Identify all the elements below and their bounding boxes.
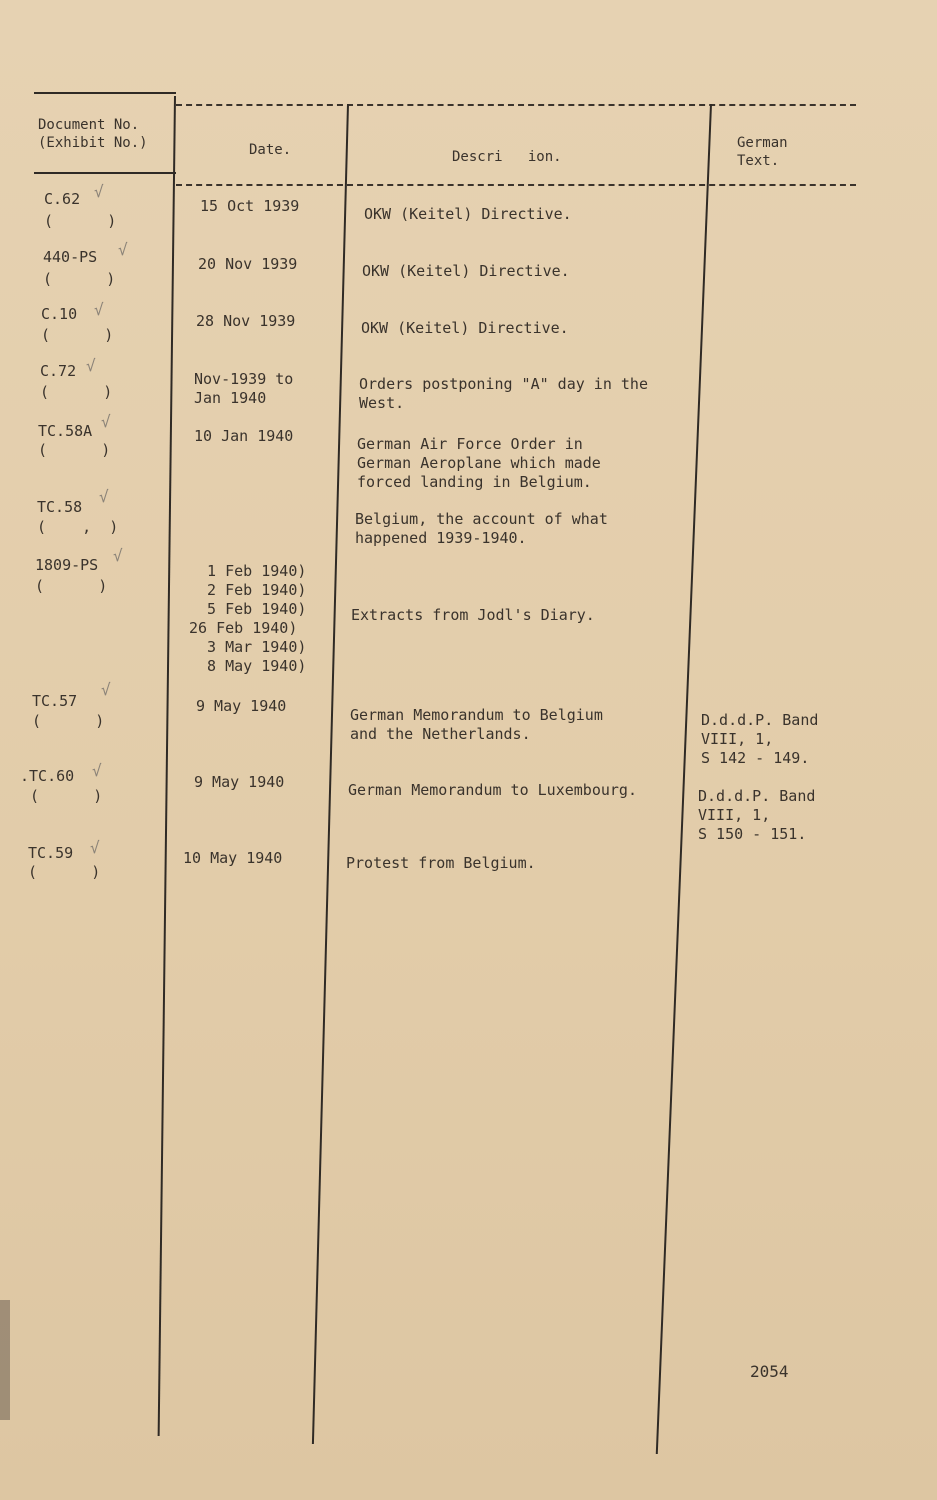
check-tick-icon: √ [99,487,109,506]
row-description: OKW (Keitel) Directive. [361,319,569,337]
header-doc-no: Document No. (Exhibit No.) [38,117,148,151]
row-date: 1 Feb 1940) 2 Feb 1940) 5 Feb 1940) 26 Feb 1940) 3 Mar 1940) 8 May 1940) [189,562,307,675]
row-description: German Air Force Order in German Aeroplane which made forced landing in Belgium. [357,435,601,491]
check-tick-icon: √ [113,546,123,565]
check-tick-icon: √ [101,680,111,699]
row-date: 15 Oct 1939 [200,197,300,215]
row-description: German Memorandum to Luxembourg. [348,781,637,799]
row-date: 10 May 1940 [183,849,283,867]
doc-number: C.62 [44,190,81,208]
row-date: Nov-1939 to Jan 1940 [194,370,294,407]
header-date: Date. [249,142,292,158]
page-edge-shadow [0,1300,10,1420]
exhibit-number: ( ) [40,383,113,401]
exhibit-number: ( ) [41,326,114,344]
row-description: Protest from Belgium. [346,854,536,872]
exhibit-number: ( ) [30,787,103,805]
check-tick-icon: √ [94,300,104,319]
row-date: 10 Jan 1940 [194,427,294,445]
check-tick-icon: √ [92,761,102,780]
doc-number: TC.59 [28,844,74,862]
check-tick-icon: √ [118,240,128,259]
header-description: Descri ion. [452,149,562,165]
header-german-text: German Text. [737,135,788,169]
doc-number: TC.57 [32,692,78,710]
row-description: OKW (Keitel) Directive. [362,262,570,280]
doc-number: TC.58A [38,422,93,440]
doc-number: TC.58 [37,498,83,516]
row-description: Extracts from Jodl's Diary. [351,606,595,624]
exhibit-number: ( ) [38,441,111,459]
row-description: Orders postponing "A" day in the West. [359,375,648,412]
page-number: 2054 [750,1362,789,1381]
row-description: German Memorandum to Belgium and the Netherlands. [350,706,603,743]
doc-number: C.10 [41,305,78,323]
check-tick-icon: √ [90,838,100,857]
doc-number: C.72 [40,362,77,380]
row-german-text: D.d.d.P. Band VIII, 1, S 142 - 149. [701,711,819,767]
exhibit-number: ( ) [43,270,116,288]
exhibit-number: ( ) [44,212,117,230]
doc-number: 440-PS [43,248,98,266]
row-date: 9 May 1940 [194,773,285,791]
header-top-dashed-rule [176,104,856,106]
check-tick-icon: √ [94,182,104,201]
doc-number: 1809-PS [35,556,99,574]
row-description: Belgium, the account of what happened 1939-1940. [355,510,608,547]
exhibit-number: ( ) [28,863,101,881]
row-german-text: D.d.d.P. Band VIII, 1, S 150 - 151. [698,787,816,843]
exhibit-number: ( ) [35,577,108,595]
header-bottom-dashed-rule [176,184,856,186]
header-top-rule [34,92,176,94]
row-date: 28 Nov 1939 [196,312,296,330]
check-tick-icon: √ [101,412,111,431]
exhibit-number: ( ) [32,712,105,730]
row-date: 20 Nov 1939 [198,255,298,273]
row-description: OKW (Keitel) Directive. [364,205,572,223]
check-tick-icon: √ [86,356,96,375]
exhibit-number: ( , ) [37,518,119,536]
header-bottom-rule [34,172,176,174]
doc-number: .TC.60 [20,767,75,785]
row-date: 9 May 1940 [196,697,287,715]
